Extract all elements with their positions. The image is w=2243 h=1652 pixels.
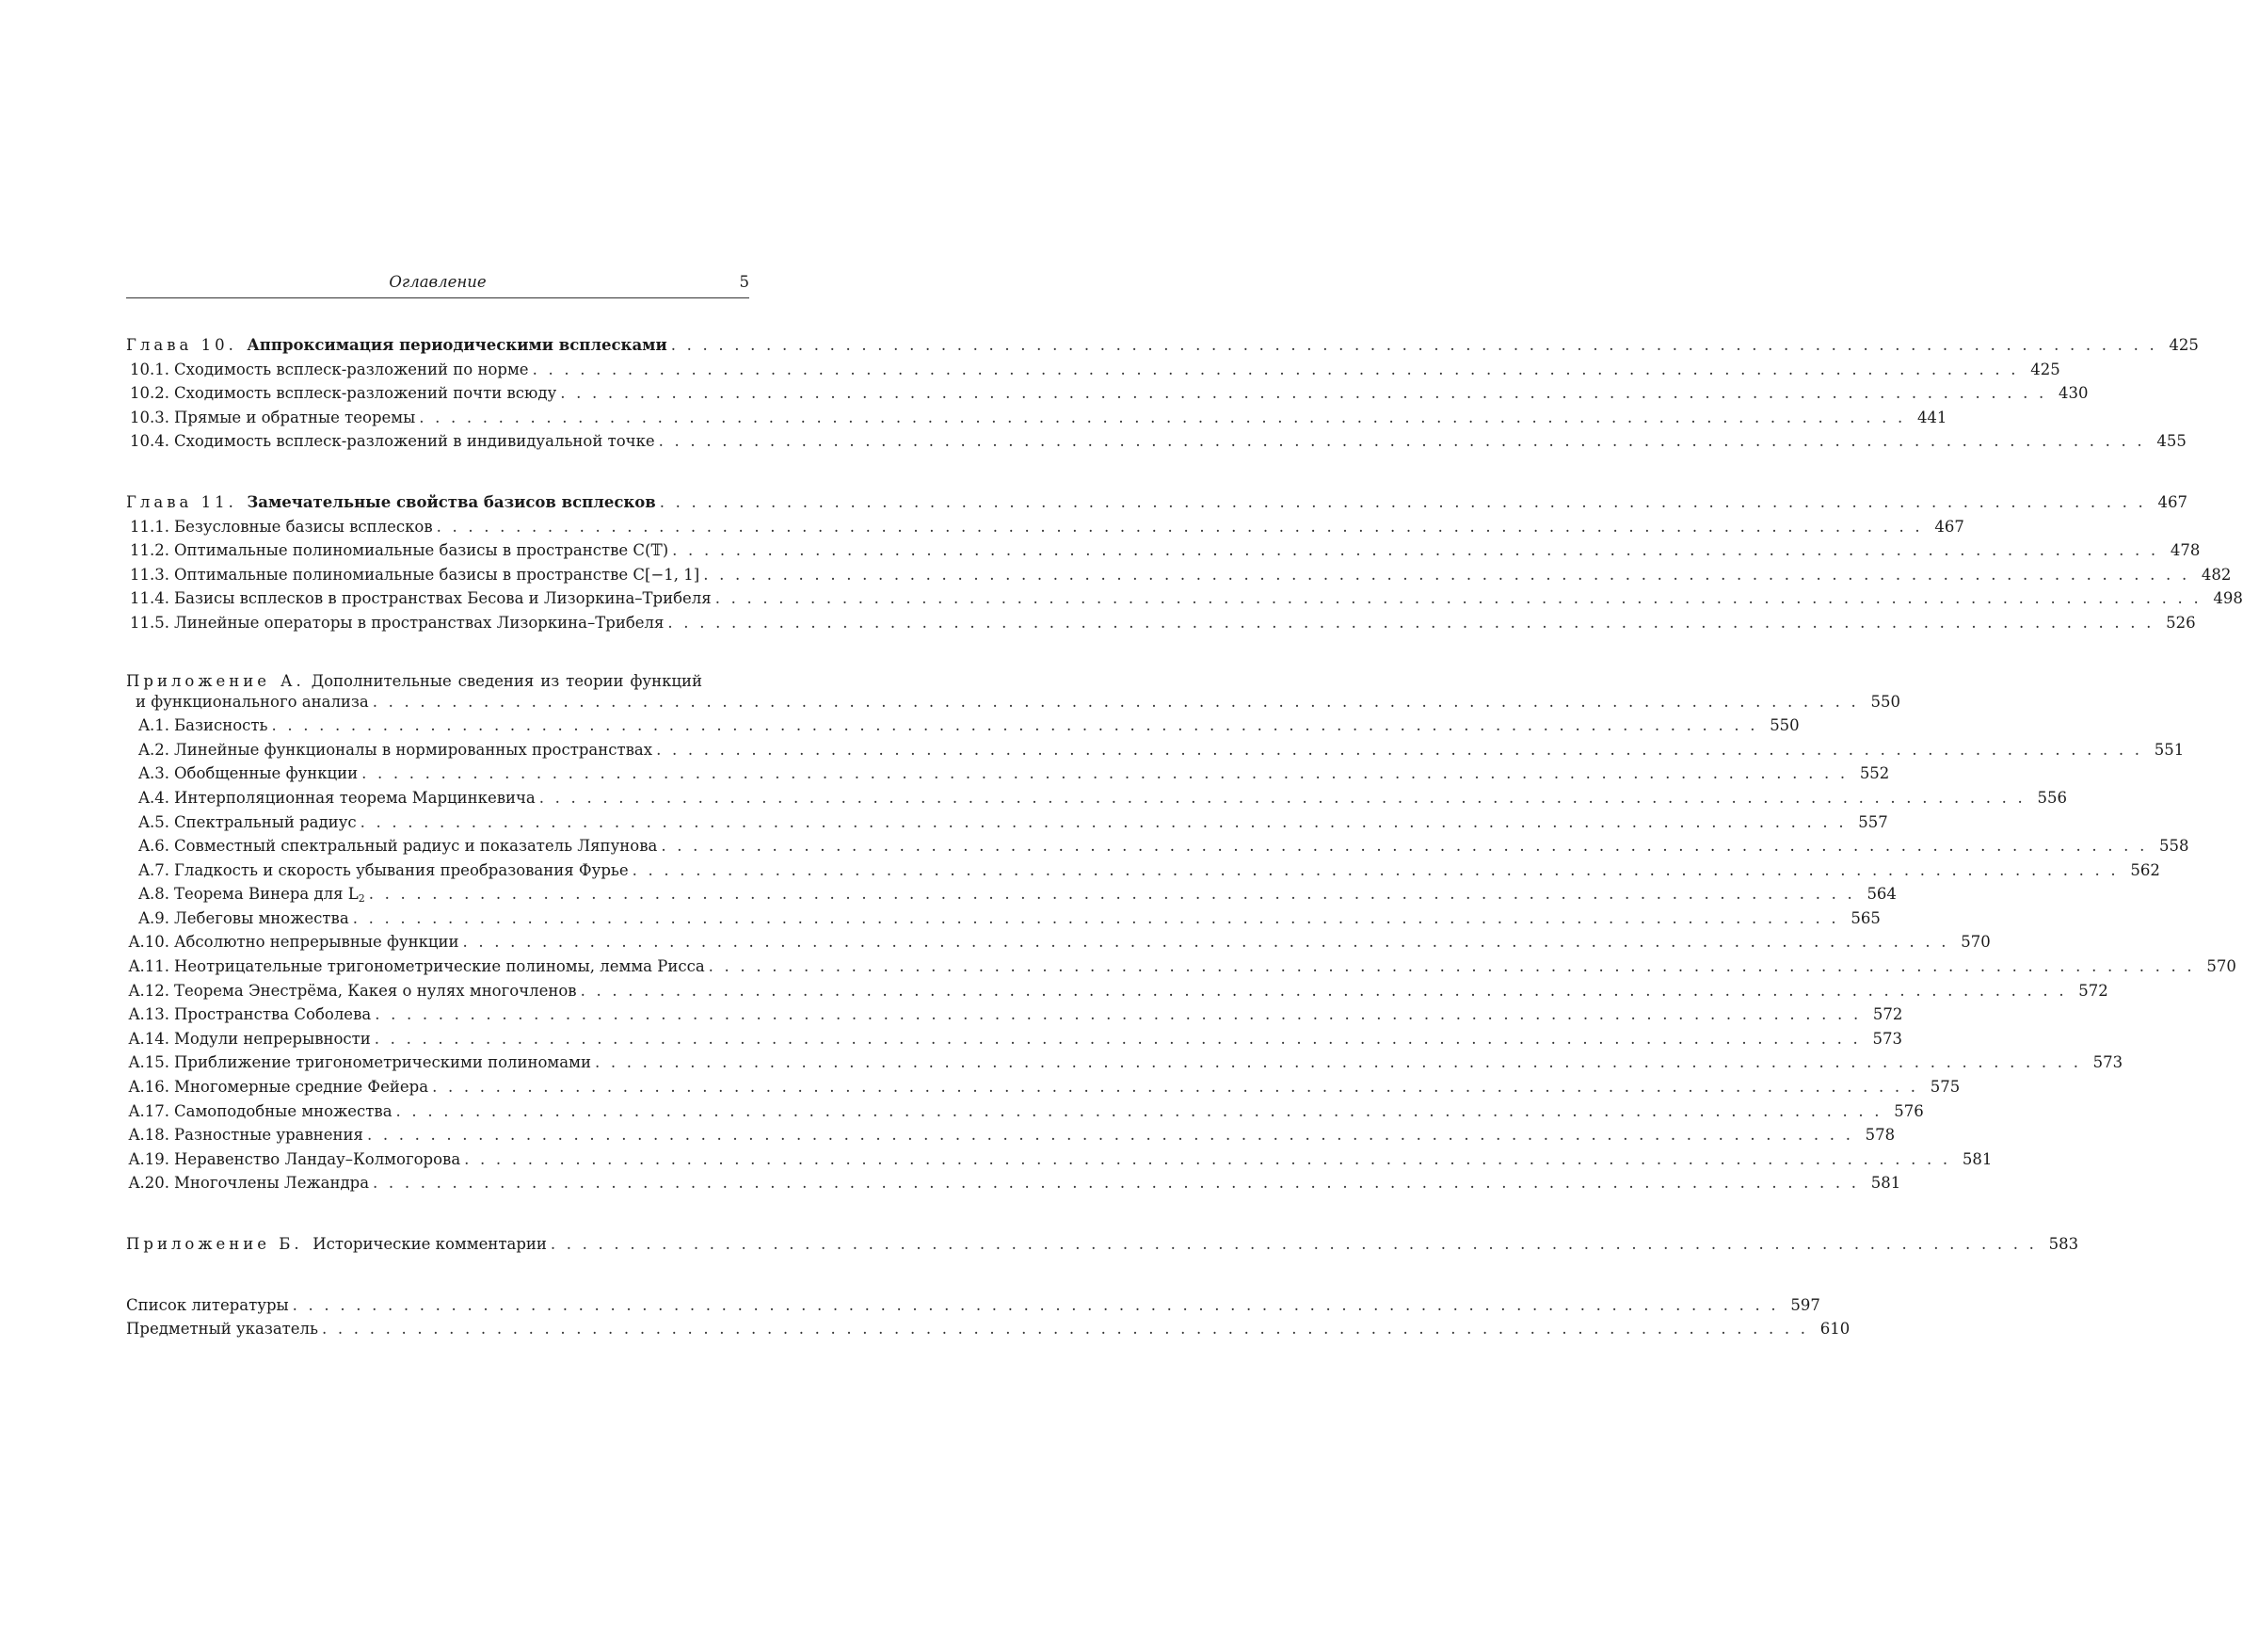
toc-item[interactable] (126, 1027, 1902, 1051)
section-number: A.13. (128, 1005, 169, 1024)
appendix-title-line1: Дополнительные сведения из теории функций (311, 671, 703, 690)
page-number: 597 (1790, 1295, 1820, 1314)
page-number: 467 (1934, 517, 1964, 536)
leader-dots (353, 906, 1839, 931)
toc-item[interactable] (126, 979, 2108, 1003)
leader-dots (595, 1051, 2081, 1075)
section-title: Разностные уравнения (174, 1126, 363, 1145)
running-header (126, 270, 749, 298)
page-number: 610 (1819, 1320, 1850, 1339)
section-number: A.6. (138, 837, 169, 856)
leader-dots (373, 1171, 1859, 1195)
section-number: 11.4. (130, 589, 169, 608)
leader-dots (360, 810, 1847, 835)
section-number: A.1. (138, 716, 169, 735)
page-number: 573 (2092, 1053, 2123, 1072)
chapter-label: Глава 11. (126, 492, 237, 511)
leader-dots (703, 563, 2189, 587)
leader-dots (660, 490, 2146, 515)
section-title: Базисность (174, 716, 268, 735)
toc-item[interactable] (126, 1002, 1903, 1027)
toc-item[interactable] (126, 762, 1890, 786)
chapter-title: Аппроксимация периодическими всплесками (247, 336, 667, 354)
page-number: 558 (2159, 837, 2189, 856)
section-title: Многомерные средние Фейера (174, 1078, 429, 1097)
page-number: 425 (2169, 336, 2199, 354)
chapter-11-section (126, 490, 2243, 635)
toc-item[interactable] (126, 906, 1881, 931)
leader-dots (661, 834, 2147, 858)
section-title: Самоподобные множества (174, 1101, 393, 1120)
header-title: Оглавление (389, 273, 487, 291)
section-number: 11.1. (130, 517, 169, 536)
section-title: Пространства Соболева (174, 1005, 372, 1024)
toc-item[interactable] (126, 738, 2185, 762)
section-number: 11.2. (130, 541, 169, 560)
back-matter-entry[interactable] (126, 1317, 1850, 1341)
section-number: 11.3. (130, 565, 169, 584)
page-number: 581 (1870, 1174, 1901, 1193)
page-number: 562 (2130, 860, 2160, 879)
page-number: 565 (1850, 908, 1881, 927)
entry-title: Предметный указатель (126, 1320, 319, 1339)
leader-dots (293, 1293, 1779, 1318)
section-number: A.7. (138, 860, 169, 879)
leader-dots (715, 586, 2202, 611)
page-number: 557 (1858, 812, 1888, 831)
section-number: A.12. (128, 981, 169, 1000)
toc-item[interactable] (126, 515, 1964, 539)
page-number: 583 (2048, 1235, 2079, 1253)
toc-item[interactable] (126, 1051, 2123, 1075)
appendix-a-section (126, 671, 2236, 1195)
page-number: 478 (2170, 541, 2201, 560)
section-title: Теорема Винера для L (174, 885, 359, 904)
leader-dots (271, 714, 1757, 738)
appendix-label: Приложение А. (126, 671, 305, 690)
page-number: 455 (2156, 432, 2187, 451)
section-title: Сходимость всплеск-разложений по норме (174, 360, 529, 378)
leader-dots (367, 1123, 1853, 1147)
section-title: Многочлены Лежандра (174, 1174, 370, 1193)
toc-item[interactable] (126, 714, 1800, 738)
section-title: Приближение тригонометрическими полиномами (174, 1053, 591, 1072)
section-title: Оптимальные полиномиальные базисы в пространстве C[−1, 1] (174, 565, 700, 584)
leader-dots (437, 515, 1923, 539)
page-number: 556 (2037, 788, 2067, 807)
section-title: Совместный спектральный радиус и показатель Ляпунова (174, 837, 658, 856)
section-number: 10.2. (130, 384, 169, 403)
section-number: A.4. (138, 788, 169, 807)
toc-item[interactable] (126, 563, 2232, 587)
section-title: Сходимость всплеск-разложений в индивидуальной точке (174, 432, 655, 451)
toc-item[interactable] (126, 611, 2196, 635)
leader-dots (633, 858, 2119, 883)
toc-item[interactable] (126, 1099, 1924, 1124)
section-number: 11.5. (130, 613, 169, 632)
section-number: A.17. (128, 1101, 169, 1120)
leader-dots (396, 1099, 1883, 1124)
page-number: 572 (1872, 1005, 1903, 1024)
leader-dots (581, 979, 2067, 1003)
page-number: 526 (2166, 613, 2196, 632)
chapter-label: Глава 10. (126, 336, 237, 354)
leader-dots (709, 954, 2195, 979)
leader-dots (375, 1027, 1861, 1051)
toc-item[interactable] (126, 858, 2160, 883)
section-title: Неотрицательные тригонометрические полиномы, лемма Рисса (174, 957, 705, 976)
section-title: Неравенство Ландау–Колмогорова (174, 1149, 461, 1168)
section-number: A.9. (138, 908, 169, 927)
page-number: 550 (1770, 716, 1800, 735)
section-number: A.8. (138, 885, 169, 904)
toc-item[interactable] (126, 406, 1947, 430)
page-number: 564 (1866, 885, 1897, 904)
section-title: Теорема Энестрёма, Какея о нулях многочленов (174, 981, 577, 1000)
toc-item[interactable] (126, 358, 2060, 382)
toc-item[interactable] (126, 429, 2187, 454)
section-title: Гладкость и скорость убывания преобразования Фурье (174, 860, 629, 879)
leader-dots (659, 429, 2145, 454)
section-title: Прямые и обратные теоремы (174, 408, 416, 426)
section-title: Линейные операторы в пространствах Лизоркина–Трибеля (174, 613, 665, 632)
page-number: 482 (2201, 565, 2232, 584)
back-matter-entry[interactable] (126, 1293, 1820, 1318)
section-number: A.19. (128, 1149, 169, 1168)
leader-dots (656, 738, 2142, 762)
appendix-label: Приложение Б. (126, 1235, 303, 1253)
section-title: Оптимальные полиномиальные базисы в пространстве C(𝕋) (174, 541, 669, 560)
page-number: 573 (1872, 1029, 1902, 1048)
section-title: Линейные функционалы в нормированных пространствах (174, 740, 653, 759)
leader-dots (464, 1147, 1950, 1172)
section-number: A.11. (128, 957, 169, 976)
leader-dots (463, 930, 1949, 954)
leader-dots (322, 1317, 1808, 1341)
toc-item[interactable] (126, 381, 2089, 406)
leader-dots (539, 786, 2026, 810)
page-number: 430 (2058, 384, 2089, 403)
section-number: 10.1. (130, 360, 169, 378)
appendix-b-section (126, 1232, 2079, 1257)
toc-item[interactable] (126, 786, 2067, 810)
subscript: 2 (358, 892, 365, 906)
section-title: Интерполяционная теорема Марцинкевича (174, 788, 536, 807)
section-title: Базисы всплесков в пространствах Бесова и Лизоркина–Трибеля (174, 589, 712, 608)
section-number: A.20. (128, 1174, 169, 1193)
leader-dots (560, 381, 2046, 406)
page-number: 578 (1865, 1126, 1896, 1145)
leader-dots (373, 690, 1859, 714)
toc-item[interactable] (126, 810, 1888, 835)
section-number: 10.3. (130, 408, 169, 426)
appendix-entry[interactable] (126, 671, 1900, 714)
section-number: A.2. (138, 740, 169, 759)
toc-item[interactable] (126, 1147, 1993, 1172)
page-number: 550 (1870, 692, 1900, 711)
section-number: A.10. (128, 933, 169, 952)
leader-dots (533, 358, 2019, 382)
toc-item[interactable] (126, 834, 2189, 858)
section-number: A.16. (128, 1078, 169, 1097)
toc-item[interactable] (126, 882, 1897, 906)
section-number: A.14. (128, 1029, 169, 1048)
page-number: 498 (2213, 589, 2243, 608)
toc-item[interactable] (126, 1075, 1961, 1099)
leader-dots (667, 611, 2154, 635)
section-title: Сходимость всплеск-разложений почти всюду (174, 384, 557, 403)
appendix-title: Исторические комментарии (312, 1235, 547, 1253)
section-title: Безусловные базисы всплесков (174, 517, 433, 536)
chapter-entry[interactable] (126, 490, 2187, 515)
toc-page (126, 270, 2243, 1341)
leader-dots (551, 1232, 2037, 1257)
section-number: A.15. (128, 1053, 169, 1072)
toc-item[interactable] (126, 930, 1991, 954)
page-number: 441 (1916, 408, 1947, 426)
leader-dots (419, 406, 1905, 430)
section-title: Абсолютно непрерывные функции (174, 933, 459, 952)
page-number: 581 (1962, 1149, 1993, 1168)
page-number: 575 (1930, 1078, 1961, 1097)
toc-item[interactable] (126, 538, 2201, 563)
toc-item[interactable] (126, 1123, 1896, 1147)
chapter-10-section (126, 333, 2199, 454)
section-title: Лебеговы множества (174, 908, 349, 927)
toc-item[interactable] (126, 1171, 1901, 1195)
page-number: 576 (1894, 1101, 1924, 1120)
entry-title: Список литературы (126, 1295, 289, 1314)
leader-dots (672, 538, 2158, 563)
leader-dots (369, 882, 1855, 906)
section-title: Спектральный радиус (174, 812, 357, 831)
page-number: 425 (2030, 360, 2060, 378)
page-number: 551 (2154, 740, 2185, 759)
page-number: 570 (1961, 933, 1991, 952)
toc-item[interactable] (126, 586, 2243, 611)
page-number: 570 (2206, 957, 2236, 976)
appendix-title-line2: и функционального анализа (136, 692, 369, 711)
leader-dots (375, 1002, 1861, 1027)
section-number: A.3. (138, 764, 169, 783)
leader-dots (432, 1075, 1918, 1099)
page-number: 467 (2157, 492, 2187, 511)
leader-dots (361, 762, 1848, 786)
toc-item[interactable] (126, 954, 2236, 979)
section-number: A.18. (128, 1126, 169, 1145)
section-number: A.5. (138, 812, 169, 831)
header-page-number: 5 (739, 273, 749, 291)
chapter-entry[interactable] (126, 333, 2199, 358)
page-number: 552 (1859, 764, 1890, 783)
chapter-title: Замечательные свойства базисов всплесков (247, 492, 656, 511)
leader-dots (671, 333, 2157, 358)
section-title: Обобщенные функции (174, 764, 359, 783)
back-matter-section (126, 1293, 1850, 1341)
page-number: 572 (2078, 981, 2108, 1000)
section-title: Модули непрерывности (174, 1029, 371, 1048)
section-number: 10.4. (130, 432, 169, 451)
appendix-entry[interactable] (126, 1232, 2079, 1257)
